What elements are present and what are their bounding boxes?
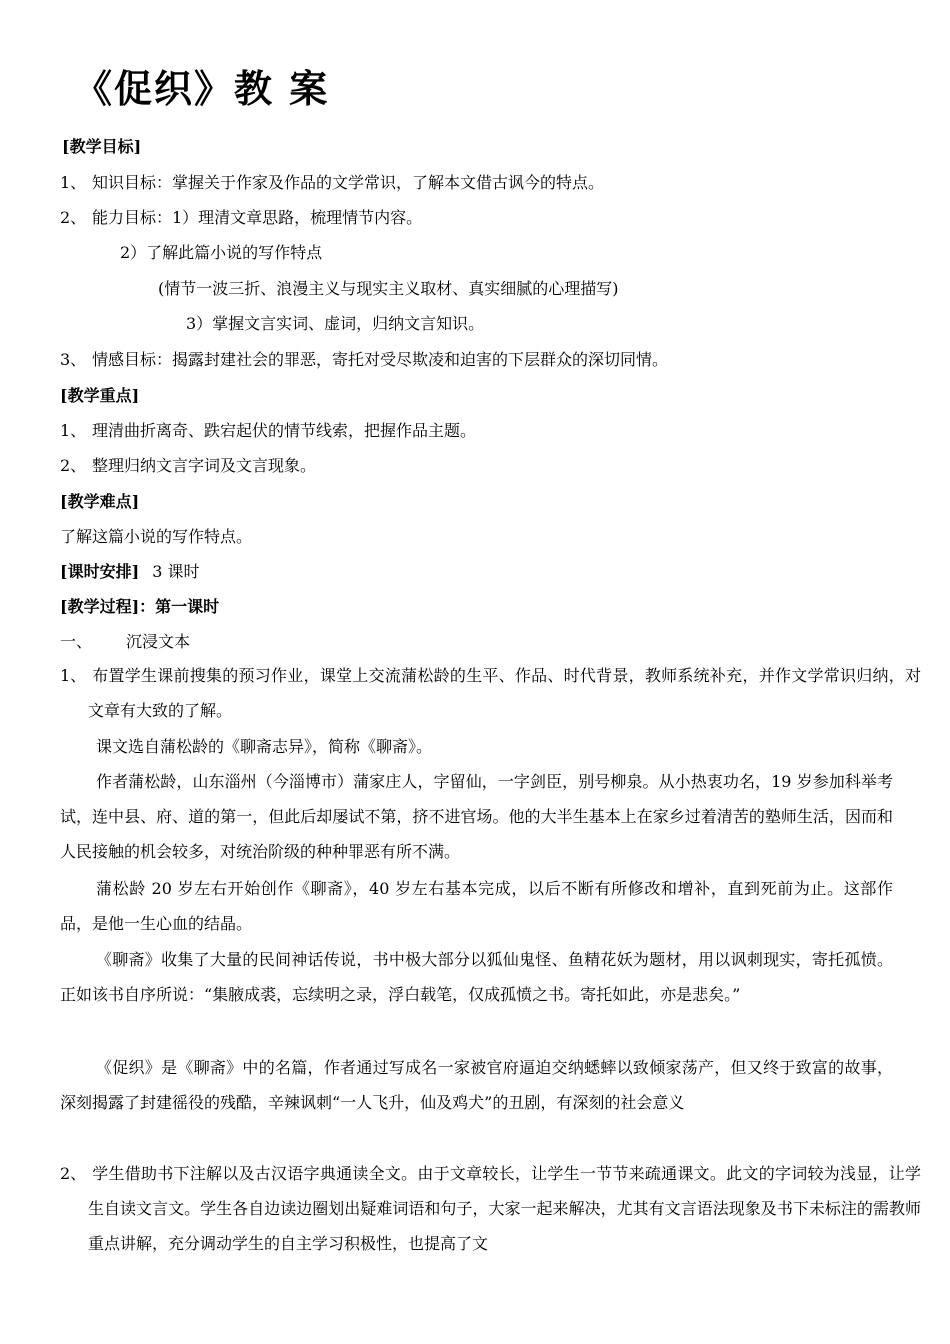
paragraph-source: 课文选自蒲松龄的《聊斋志异》，简称《聊斋》。 xyxy=(96,737,433,756)
paragraph-creation: 蒲松龄 20 岁左右开始创作《聊斋》，40 岁左右基本完成，以后不断有所修改和增补，直到死前为止。这部作品，是他一生心血的结晶。 xyxy=(60,879,893,933)
objective-ability-sub3: 3）掌握文言实词、虚词，归纳文言知识。 xyxy=(186,314,485,333)
list-text: 整理归纳文言字词及文言现象。 xyxy=(92,456,317,475)
list-number: 2、 xyxy=(60,208,87,227)
step-1 xyxy=(60,658,921,728)
list-text: 理清曲折离奇、跌宕起伏的情节线索，把握作品主题。 xyxy=(92,421,477,440)
hours-value: 3 课时 xyxy=(152,562,200,581)
objective-knowledge xyxy=(60,173,604,193)
process-heading: [教学过程]：第一课时 xyxy=(60,597,220,616)
objective-emotion xyxy=(60,350,668,370)
list-number: 2、 xyxy=(60,1164,87,1183)
hours-heading: [课时安排] xyxy=(60,562,140,581)
objectives-heading: [教学目标] xyxy=(62,137,142,156)
list-text: 布置学生课前搜集的预习作业，课堂上交流蒲松龄的生平、作品、时代背景，教师系统补充，并作文学常识归纳，对文章有大致的了解。 xyxy=(88,666,921,720)
list-number: 1、 xyxy=(60,666,87,685)
step-2 xyxy=(60,1156,921,1261)
key-point-1 xyxy=(60,421,476,441)
key-points-heading: [教学重点] xyxy=(60,386,140,405)
objective-ability-sub2: 2）了解此篇小说的写作特点 xyxy=(120,243,323,262)
difficulty-heading: [教学难点] xyxy=(60,492,140,511)
objective-ability-sub2-note: (情节一波三折、浪漫主义与现实主义取材、真实细腻的心理描写) xyxy=(158,279,619,298)
part-title: 沉浸文本 xyxy=(126,632,191,651)
difficulty-text: 了解这篇小说的写作特点。 xyxy=(60,527,253,546)
hours-line xyxy=(60,562,200,582)
list-text: 能力目标：1）理清文章思路，梳理情节内容。 xyxy=(92,208,423,227)
part-1-heading xyxy=(60,632,190,652)
list-number: 2、 xyxy=(60,456,87,475)
document-title: 《促织》教 案 xyxy=(74,67,330,111)
list-number: 1、 xyxy=(60,173,87,192)
paragraph-author: 作者蒲松龄，山东淄州（今淄博市）蒲家庄人，字留仙，一字剑臣，别号柳泉。从小热衷功名，19 岁参加科举考试，连中县、府、道的第一，但此后却屡试不第，挤不进官场。他的大半生基本上在家乡过着清苦的塾师生活，因而和人民接触的机会较多，对统治阶级的种种罪恶有所不满。 xyxy=(60,772,893,861)
key-point-2 xyxy=(60,456,316,476)
paragraph-cuzhi: 《促织》是《聊斋》中的名篇，作者通过写成名一家被官府逼迫交纳蟋蟀以致倾家荡产，但又终于致富的故事，深刻揭露了封建徭役的残酷，辛辣讽刺“一人飞升，仙及鸡犬”的丑剧，有深刻的社会意义 xyxy=(60,1058,893,1112)
objective-ability xyxy=(60,208,422,228)
part-number: 一、 xyxy=(60,632,93,651)
list-number: 1、 xyxy=(60,421,87,440)
list-number: 3、 xyxy=(60,350,87,369)
list-text: 学生借助书下注解以及古汉语字典通读全文。由于文章较长，让学生一节节来疏通课文。此文的字词较为浅显，让学生自读文言文。学生各自边读边圈划出疑难词语和句子，大家一起来解决，尤其有文言语法现象及书下未标注的需教师重点讲解，充分调动学生的自主学习积极性，也提高了文 xyxy=(88,1164,921,1253)
list-text: 知识目标：掌握关于作家及作品的文学常识，了解本文借古讽今的特点。 xyxy=(92,173,605,192)
list-text: 情感目标：揭露封建社会的罪恶，寄托对受尽欺凌和迫害的下层群众的深切同情。 xyxy=(92,350,669,369)
paragraph-collection: 《聊斋》收集了大量的民间神话传说，书中极大部分以狐仙鬼怪、鱼精花妖为题材，用以讽刺现实，寄托孤愤。正如该书自序所说：“集腋成裘，忘续明之录，浮白载笔，仅成孤愤之书。寄托如此，亦是悲矣。” xyxy=(60,950,893,1004)
